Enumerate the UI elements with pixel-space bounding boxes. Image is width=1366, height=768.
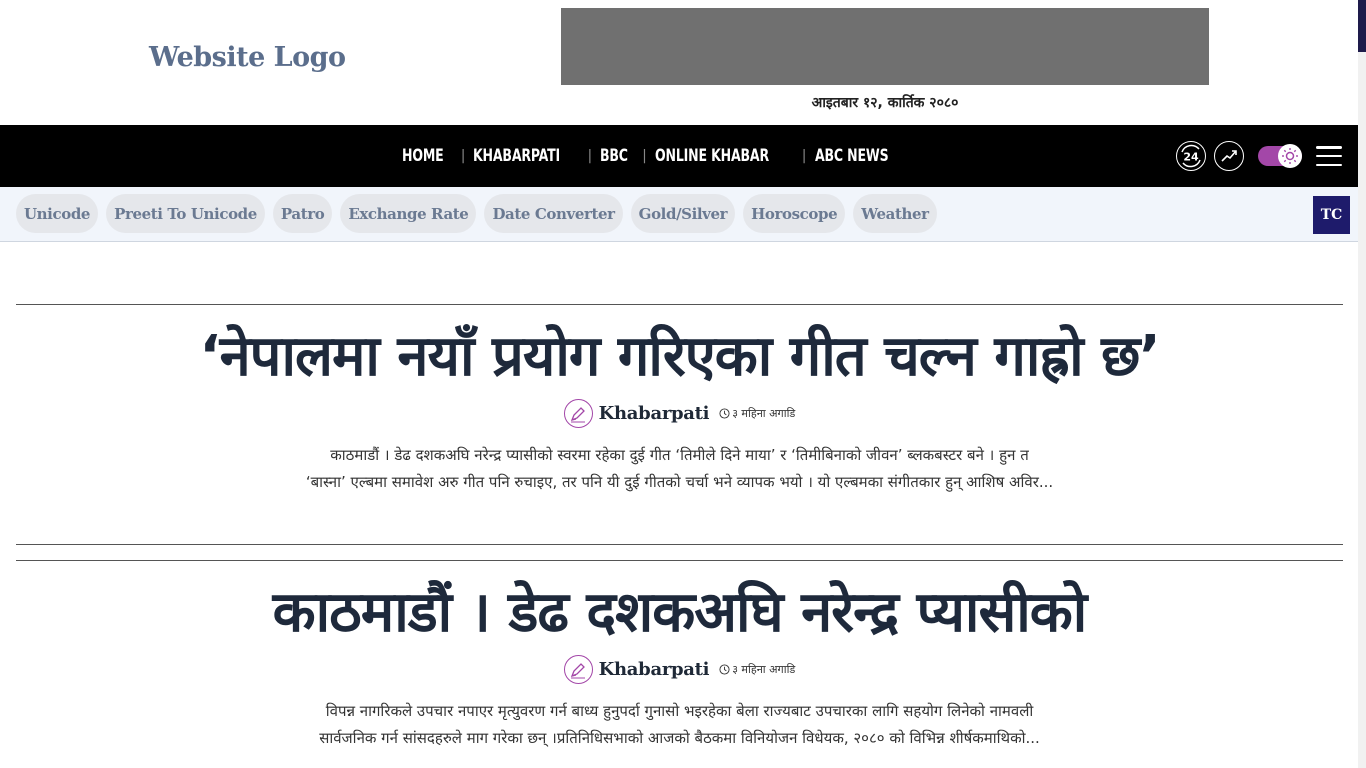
author-name[interactable]: Khabarpati — [598, 403, 710, 424]
current-date: आइतबार १२, कार्तिक २०८० — [811, 95, 959, 111]
pen-icon — [568, 404, 588, 424]
author-name[interactable]: Khabarpati — [598, 659, 710, 680]
nav-actions — [1176, 125, 1342, 187]
tool-gold-silver[interactable]: Gold/Silver — [631, 194, 735, 233]
page-scrollbar[interactable] — [1358, 0, 1366, 768]
article-headline[interactable]: काठमाडौं । डेढ दशकअघि नरेन्द्र प्यासीको — [272, 580, 1087, 645]
site-header — [0, 0, 1358, 125]
tool-exchange-rate[interactable]: Exchange Rate — [340, 194, 476, 233]
tool-weather[interactable]: Weather — [853, 194, 936, 233]
publish-time — [719, 406, 795, 421]
nav-separator: | — [642, 148, 647, 164]
article-meta — [16, 399, 1343, 428]
tool-date-converter[interactable]: Date Converter — [484, 194, 622, 233]
excerpt-line: ‘बास्ना’ एल्बमा समावेश अरु गीत पनि रुचाइए, तर पनि यी दुई गीतको चर्चा भने व्यापक भयो । यो एल्बमका संगीतकार हुन् आशिष अविर... — [305, 473, 1054, 491]
sun-icon — [1278, 144, 1302, 168]
author-avatar[interactable] — [564, 399, 593, 428]
main-navbar — [0, 125, 1358, 187]
theme-toggle[interactable] — [1258, 146, 1302, 166]
trending-icon[interactable] — [1214, 141, 1244, 171]
scrollbar-thumb[interactable] — [1358, 0, 1366, 52]
tools-list — [16, 194, 937, 233]
article-card — [16, 304, 1343, 496]
nav-link-khabarpati[interactable]: KHABARPATI — [473, 146, 561, 166]
tools-bar — [0, 187, 1358, 242]
tool-patro[interactable]: Patro — [273, 194, 332, 233]
nav-link-online-khabar[interactable]: ONLINE KHABAR — [654, 146, 769, 166]
nav-separator: | — [801, 148, 807, 164]
author-avatar[interactable] — [564, 655, 593, 684]
section-divider — [16, 544, 1343, 545]
excerpt-line: काठमाडौं । डेढ दशकअघि नरेन्द्र प्यासीको स्वरमा रहेका दुई गीत ‘तिमीले दिने माया’ र ‘तिमीबिनाको जीवन’ ब्लकबस्टर बने । हुन त — [330, 446, 1029, 464]
tool-unicode[interactable]: Unicode — [16, 194, 98, 233]
time-text: ३ महिना अगाडि — [732, 663, 796, 676]
tc-badge[interactable]: TC — [1313, 196, 1350, 234]
excerpt-line: विपन्न नागरिकले उपचार नपाएर मृत्युवरण गर्न बाध्य हुनुपर्दा गुनासो भइरहेका बेला राज्यबाट उपचारका लागि सहयोग लिनेको नामवली — [325, 702, 1034, 720]
latest-24-icon[interactable] — [1176, 141, 1206, 171]
nav-link-home[interactable]: HOME — [402, 146, 444, 166]
excerpt-line: सार्वजनिक गर्न सांसदहरुले माग गरेका छन् ।प्रतिनिधिसभाको आजको बैठकमा विनियोजन विधेयक, २०८० को विभिन्न शीर्षकमाथिको... — [319, 729, 1040, 747]
time-text: ३ महिना अगाडि — [732, 407, 796, 420]
tool-horoscope[interactable]: Horoscope — [743, 194, 845, 233]
publish-time — [719, 662, 795, 677]
menu-icon[interactable] — [1316, 146, 1342, 166]
nav-links — [0, 125, 1180, 187]
article-excerpt — [16, 698, 1343, 752]
badge-24-text: 24 — [1183, 150, 1199, 164]
article-meta — [16, 655, 1343, 684]
nav-separator: | — [460, 148, 466, 164]
article-card — [16, 560, 1343, 752]
divider — [16, 304, 1343, 305]
clock-icon — [719, 408, 730, 419]
nav-link-abc-news[interactable]: ABC NEWS — [814, 146, 888, 166]
ad-banner[interactable] — [561, 8, 1209, 85]
website-logo[interactable]: Website Logo — [149, 42, 346, 73]
nav-link-bbc[interactable]: BBC — [600, 146, 629, 166]
article-excerpt — [16, 442, 1343, 496]
pen-icon — [568, 660, 588, 680]
nav-separator: | — [587, 148, 593, 164]
divider — [16, 560, 1343, 561]
tool-preeti-to-unicode[interactable]: Preeti To Unicode — [106, 194, 265, 233]
clock-icon — [719, 664, 730, 675]
article-headline[interactable]: ‘नेपालमा नयाँ प्रयोग गरिएका गीत चल्न गाह्रो छ’ — [199, 324, 1160, 389]
